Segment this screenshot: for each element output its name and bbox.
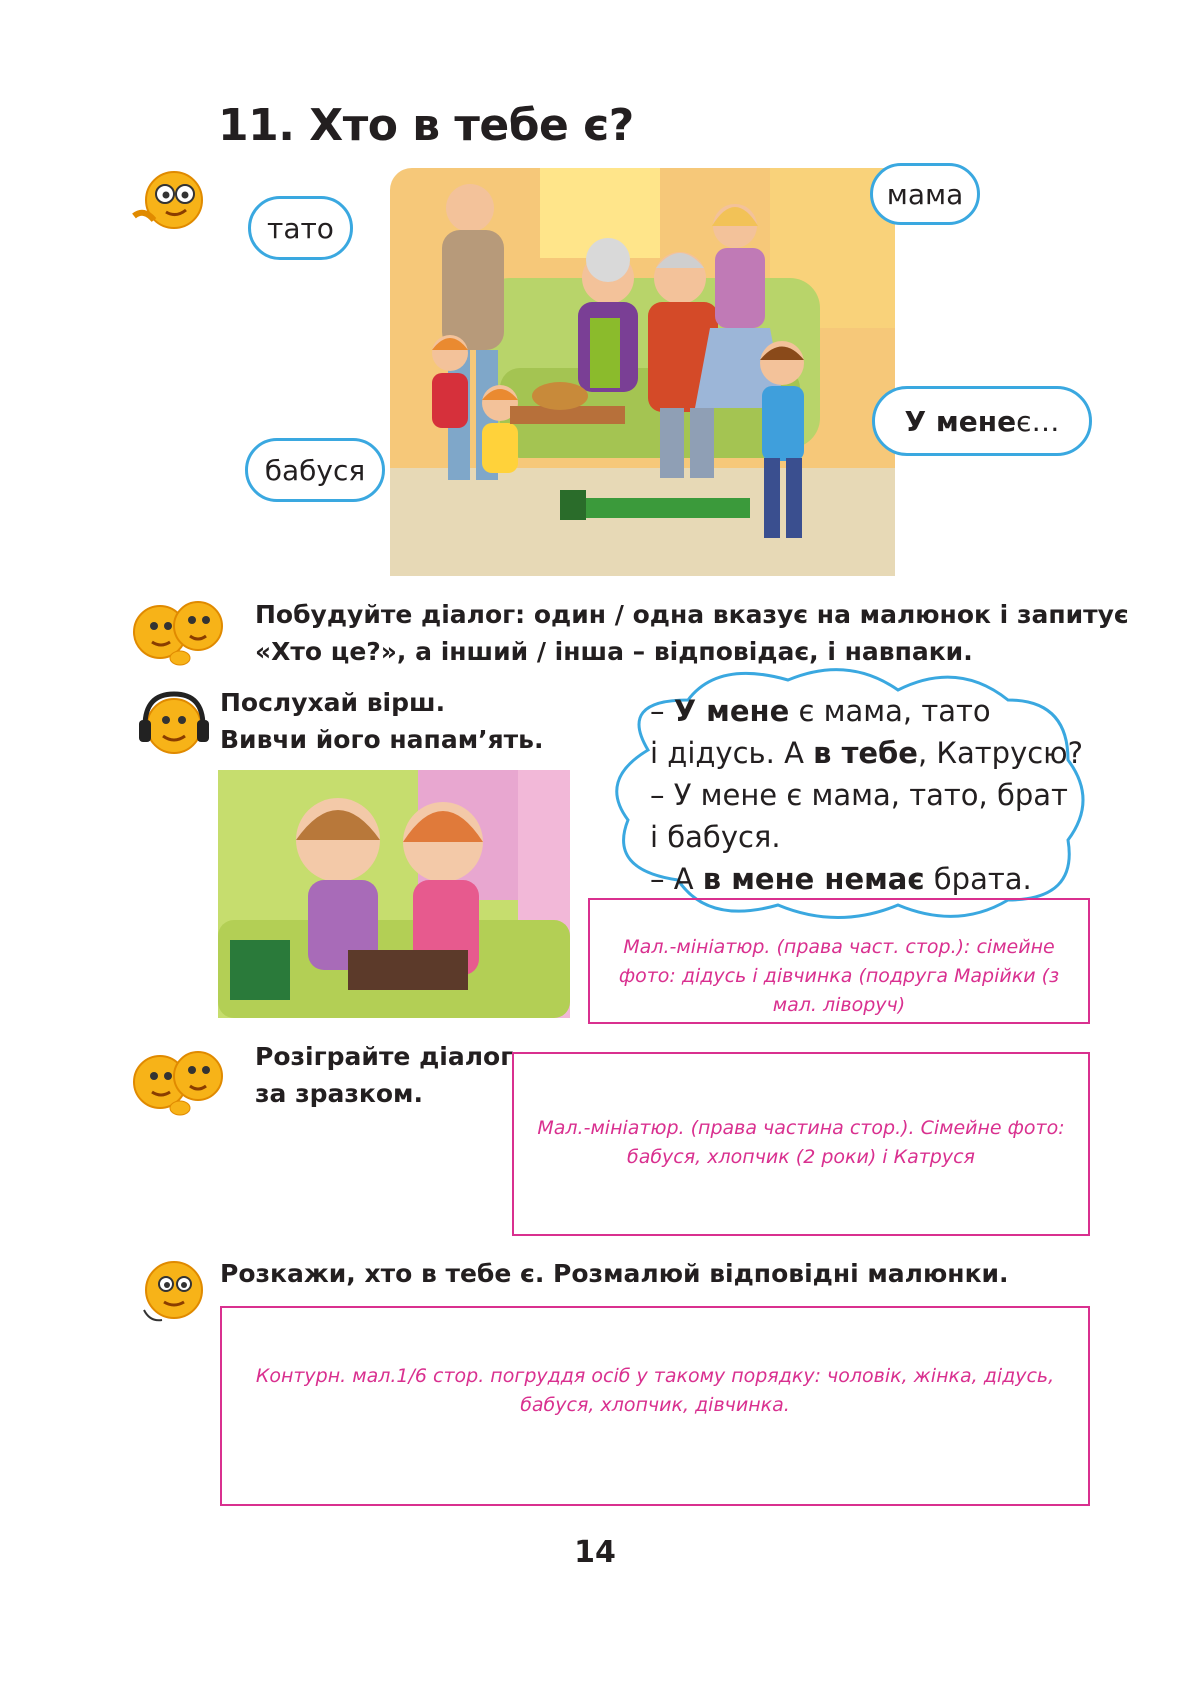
task1-line2: «Хто це?», а інший / інша – відповідає, і навпаки. [255,637,973,666]
talking-smiley-icon [138,1258,204,1332]
task4-instruction: Розкажи, хто в тебе є. Розмалюй відповідні малюнки. [220,1259,1009,1288]
label-bubble-mom: мама [870,163,980,225]
label-bubble-grandma: бабуся [245,438,385,502]
family-illustration [390,168,895,576]
thinking-smiley-icon [130,168,210,238]
poem-line5: – А в мене немає брата. [650,862,1032,896]
poem-line1: – У мене є мама, тато [650,694,991,728]
pair-smiley-icon [130,596,228,668]
task1-instruction [255,596,1129,670]
task2-line2: Вивчи його напам’ять. [220,725,544,754]
poem-line3: – У мене є мама, тато, брат [650,778,1068,812]
thought-bold: У мене [904,404,1017,438]
placeholder-box-3: Контурн. мал.1/6 стор. погруддя осіб у такому порядку: чоловік, жінка, дідусь, бабуся, хлопчик, дівчинка. [220,1306,1090,1506]
task3-line2: за зразком. [255,1079,423,1108]
thought-bubble [872,386,1092,456]
task3-instruction [255,1038,513,1112]
thought-rest: є… [1016,404,1060,438]
placeholder-box-1: Мал.-мініатюр. (права част. стор.): сімейне фото: дідусь і дівчинка (подруга Марійки (з мал. ліворуч) [588,898,1090,1024]
lesson-title: 11. Хто в тебе є? [218,100,634,151]
label-bubble-dad: тато [248,196,353,260]
poem-line2: і дідусь. А в тебе, Катрусю? [650,736,1083,770]
task1-line1: Побудуйте діалог: один / одна вказує на малюнок і запитує [255,600,1129,629]
girls-reading-illustration [218,770,570,1018]
task2-instruction [220,684,543,758]
placeholder-box-2: Мал.-мініатюр. (права частина стор.). Сімейне фото: бабуся, хлопчик (2 роки) і Катруся [512,1052,1090,1236]
poem-line4: і бабуся. [650,820,781,854]
task2-line1: Послухай вірш. [220,688,446,717]
poem-text [650,690,1083,900]
pair-smiley-icon-2 [130,1046,228,1118]
headphones-smiley-icon [135,688,213,760]
page-number: 14 [574,1535,616,1570]
task3-line1: Розіграйте діалог [255,1042,514,1071]
